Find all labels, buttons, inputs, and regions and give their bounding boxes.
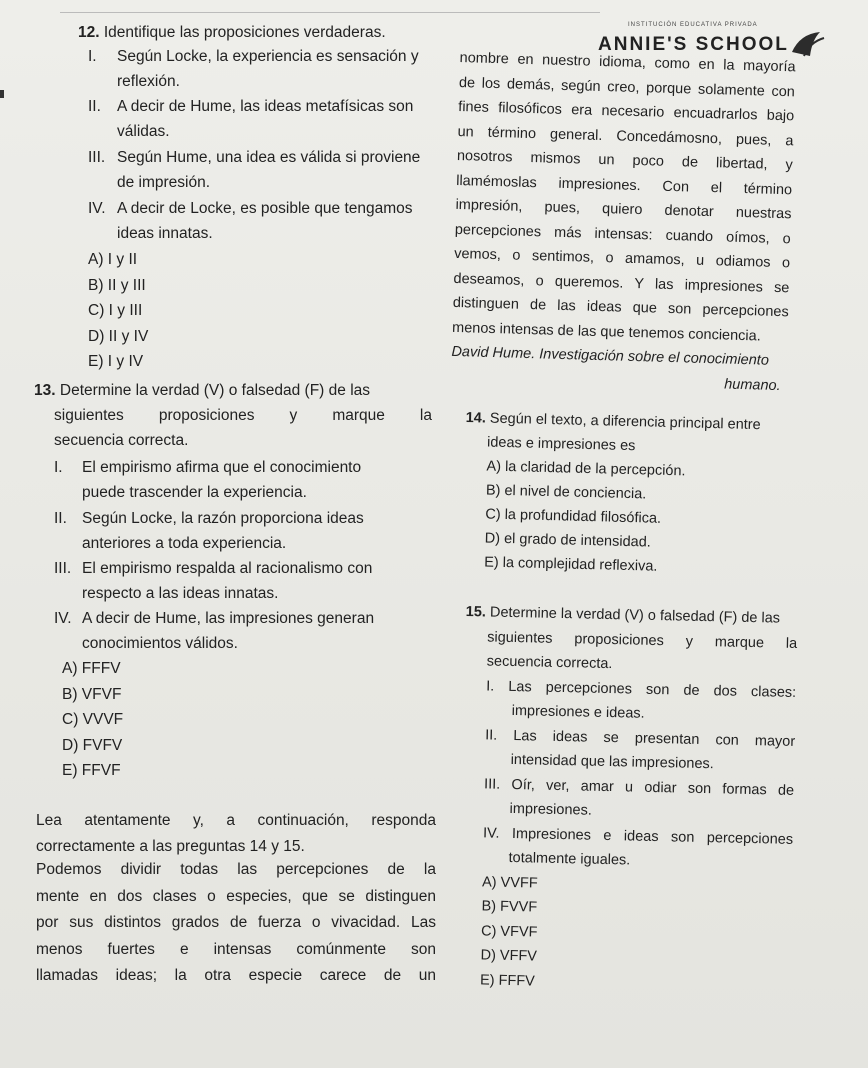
passage-line: fines filosóficos era necesario encuadrarlos bajo	[458, 98, 795, 125]
passage-line: distinguen de las ideas que son percepciones	[452, 294, 789, 321]
q15-option-b[interactable]: B) FVVF	[481, 898, 538, 916]
q12-option-e[interactable]: E) I y IV	[88, 353, 144, 370]
q12-prop-4	[88, 196, 448, 246]
prop-text-cont: impresiones.	[509, 800, 592, 819]
prop-label: III.	[483, 775, 501, 793]
q14-option-b[interactable]: B) el nivel de conciencia.	[485, 482, 647, 503]
q13-options	[62, 656, 262, 784]
passage-line: un término general. Concedámosno, pues, a	[457, 123, 794, 149]
passage-line: de los demás, según creo, porque solamente con	[458, 74, 796, 100]
prop-text-cont: ideas innatas.	[117, 225, 213, 242]
passage-line: deseamos, o queremos. Y las impresiones se	[453, 270, 790, 296]
q14-stem-text: Según el texto, a diferencia principal entre	[489, 410, 761, 434]
prop-text-cont: intensidad que las impresiones.	[510, 751, 714, 773]
prop-text: Las percepciones son de dos clases:	[508, 678, 797, 701]
prop-text: Según Locke, la razón proporciona ideas	[82, 510, 364, 527]
prop-text-cont: anteriores a toda experiencia.	[82, 535, 287, 552]
prop-text-cont: totalmente iguales.	[508, 849, 631, 869]
school-name: ANNIE'S SCHOOL	[598, 34, 789, 55]
q15-prop-3	[461, 771, 794, 827]
q13-stem-line: siguientes proposiciones y marque la	[54, 407, 432, 424]
q15-prop-4	[460, 820, 793, 876]
prop-text: Oír, ver, amar u odiar son formas de	[511, 776, 795, 799]
q12-option-b[interactable]: B) II y III	[88, 276, 146, 294]
q12-prop-3	[88, 145, 443, 195]
prop-text: A decir de Locke, es posible que tengamos	[117, 200, 413, 217]
prop-text-cont: conocimientos válidos.	[82, 635, 238, 652]
q15-option-a[interactable]: A) VVFF	[481, 873, 538, 892]
prop-label: II.	[88, 98, 101, 115]
prop-label: IV.	[54, 610, 72, 627]
q15-prop-2	[462, 722, 795, 778]
instruction-line: Lea atentamente y, a continuación, responda	[36, 812, 436, 829]
passage-line: impresión, pues, quiero denotar nuestras	[455, 196, 792, 223]
q13-prop-1	[54, 455, 439, 505]
passage-source-cont: humano.	[724, 376, 781, 394]
passage-line: vemos, o sentimos, o amamos, u odiamos o	[453, 245, 791, 272]
prop-label: IV.	[88, 200, 106, 217]
q13-prop-2	[54, 506, 439, 556]
prop-text: Impresiones e ideas son percepciones	[511, 825, 794, 848]
q15-block	[458, 600, 798, 999]
instruction-line: correctamente a las preguntas 14 y 15.	[36, 838, 305, 855]
q14-number: 14.	[465, 409, 487, 427]
reading-instruction	[36, 808, 436, 860]
prop-text-cont: de impresión.	[117, 174, 211, 191]
q13-stem-line: secuencia correcta.	[54, 432, 189, 449]
q15-stem-line: siguientes proposiciones y marque la	[487, 628, 798, 652]
prop-text-cont: respecto a las ideas innatas.	[82, 585, 279, 602]
prop-text: A decir de Hume, las ideas metafísicas son	[117, 98, 414, 115]
passage-line: Podemos dividir todas las percepciones de la	[36, 861, 436, 878]
q13-option-e[interactable]: E) FFVF	[62, 762, 121, 779]
passage-line: percepciones más intensas: cuando oímos, o	[454, 221, 791, 247]
passage-left	[36, 857, 436, 990]
q12-stem-text: Identifique las proposiciones verdaderas.	[103, 24, 386, 41]
prop-text: Según Hume, una idea es válida si proviene	[117, 149, 421, 166]
prop-label: I.	[486, 677, 495, 695]
q13-option-d[interactable]: D) FVFV	[62, 736, 123, 754]
q15-number: 15.	[465, 603, 487, 621]
school-subtitle: INSTITUCIÓN EDUCATIVA PRIVADA	[628, 22, 758, 28]
q12-stem	[78, 20, 438, 45]
prop-label: IV.	[482, 824, 500, 842]
passage-line: llamémoslas impresiones. Con el término	[456, 172, 793, 198]
q13-prop-4	[54, 606, 444, 656]
prop-label: II.	[485, 726, 498, 744]
q15-option-e[interactable]: E) FFFV	[479, 971, 535, 990]
prop-text: A decir de Hume, las impresiones generan	[82, 610, 375, 627]
q12-option-d[interactable]: D) II y IV	[88, 327, 149, 345]
passage-line: por sus distintos grados de fuerza o vivacidad. Las	[36, 914, 436, 931]
q14-option-a[interactable]: A) la claridad de la percepción.	[486, 458, 686, 480]
q15-prop-1	[463, 673, 796, 729]
passage-line: menos fuertes e intensas comúnmente son	[36, 940, 436, 958]
q12-prop-1	[88, 44, 443, 94]
prop-text: Según Locke, la experiencia es sensación y	[117, 48, 419, 65]
q14-option-e[interactable]: E) la complejidad reflexiva.	[483, 554, 658, 575]
prop-text-cont: impresiones e ideas.	[511, 702, 645, 722]
margin-mark	[0, 90, 4, 98]
q13-option-b[interactable]: B) VFVF	[62, 685, 122, 703]
q15-stem-line: secuencia correcta.	[486, 653, 613, 673]
q15-option-d[interactable]: D) VFFV	[480, 947, 538, 965]
q13-option-c[interactable]: C) VVVF	[62, 711, 124, 728]
prop-text: Las ideas se presentan con mayor	[513, 727, 796, 750]
q12-prop-2	[88, 94, 443, 144]
passage-source: David Hume. Investigación sobre el conocimiento	[451, 343, 770, 369]
prop-text: El empirismo afirma que el conocimiento	[82, 459, 362, 476]
passage-line: mente en dos clases o especies, que se distinguen	[36, 887, 436, 905]
q12-number: 12.	[78, 24, 100, 41]
q14-option-c[interactable]: C) la profundidad filosófica.	[485, 506, 662, 527]
q15-stem-line: Determine la verdad (V) o falsedad (F) de las	[489, 604, 781, 627]
q14-stem-text-cont: ideas e impresiones es	[486, 434, 636, 455]
prop-label: I.	[54, 459, 63, 476]
header-rule	[60, 12, 600, 13]
q14-block	[462, 406, 802, 582]
q14-option-d[interactable]: D) el grado de intensidad.	[484, 530, 651, 551]
prop-text-cont: puede trascender la experiencia.	[82, 484, 307, 501]
passage-line: nosotros mismos un poco de libertad, y	[456, 147, 794, 174]
q12-option-c[interactable]: C) I y III	[88, 302, 143, 319]
prop-text: El empirismo respalda al racionalismo con	[82, 560, 373, 577]
prop-text-cont: reflexión.	[117, 73, 180, 90]
q13-option-a[interactable]: A) FFFV	[62, 660, 121, 677]
passage-line: llamadas ideas; la otra especie carece de un	[36, 967, 436, 984]
prop-label: III.	[88, 149, 106, 166]
q13-number: 13.	[34, 382, 56, 399]
passage-right	[450, 46, 795, 398]
q15-option-c[interactable]: C) VFVF	[480, 922, 538, 941]
prop-label: II.	[54, 510, 67, 527]
q12-options	[88, 247, 288, 375]
q13-stem	[34, 378, 432, 453]
q13-prop-3	[54, 556, 444, 606]
passage-line: nombre en nuestro idioma, como en la mayoría	[459, 49, 796, 76]
q13-stem-line: Determine la verdad (V) o falsedad (F) de las	[59, 382, 371, 399]
prop-label: I.	[88, 48, 97, 65]
q12-option-a[interactable]: A) I y II	[88, 251, 138, 268]
passage-line: menos intensas de las que tenemos conciencia.	[451, 319, 761, 345]
prop-text-cont: válidas.	[117, 123, 170, 140]
prop-label: III.	[54, 560, 72, 577]
